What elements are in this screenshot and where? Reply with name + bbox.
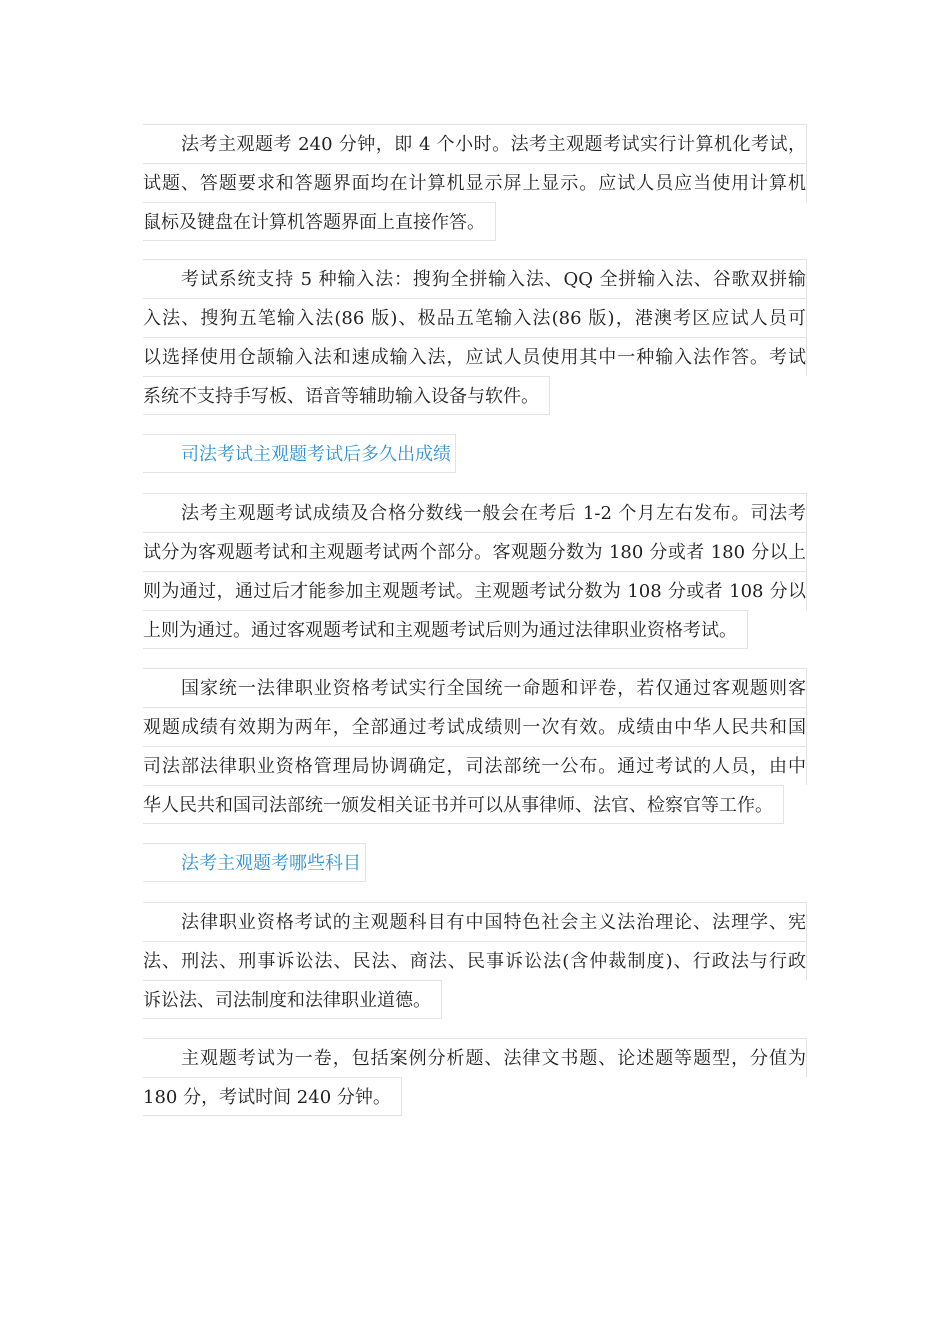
paragraph-line: 观题成绩有效期为两年，全部通过考试成绩则一次有效。成绩由中华人民共和国 [143,707,807,746]
paragraph-line: 试分为客观题考试和主观题考试两个部分。客观题分数为 180 分或者 180 分以上 [143,532,807,571]
heading-line: 司法考试主观题考试后多久出成绩 [143,434,456,473]
paragraph-line: 试题、答题要求和答题界面均在计算机显示屏上显示。应试人员应当使用计算机 [143,163,807,202]
heading-line: 法考主观题考哪些科目 [143,843,366,882]
paragraph-line: 180 分，考试时间 240 分钟。 [143,1077,402,1116]
paragraph-line: 上则为通过。通过客观题考试和主观题考试后则为通过法律职业资格考试。 [143,610,748,649]
section-heading-results-timing [143,434,807,473]
paragraph-line: 法律职业资格考试的主观题科目有中国特色社会主义法治理论、法理学、宪 [143,902,807,941]
paragraph-line: 法考主观题考试成绩及合格分数线一般会在考后 1-2 个月左右发布。司法考 [143,493,807,532]
paragraph-line: 以选择使用仓颉输入法和速成输入法，应试人员使用其中一种输入法作答。考试 [143,337,807,376]
paragraph-line: 法、刑法、刑事诉讼法、民法、商法、民事诉讼法(含仲裁制度)、行政法与行政 [143,941,807,980]
paragraph-results-release [143,493,807,649]
paragraph-line: 诉讼法、司法制度和法律职业道德。 [143,980,442,1019]
paragraph-line: 系统不支持手写板、语音等辅助输入设备与软件。 [143,376,550,415]
paragraph-line: 入法、搜狗五笔输入法(86 版)、极品五笔输入法(86 版)，港澳考区应试人员可 [143,298,807,337]
paragraph-line: 法考主观题考 240 分钟，即 4 个小时。法考主观题考试实行计算机化考试， [143,124,807,163]
paragraph-subject-list [143,902,807,1019]
paragraph-line: 司法部法律职业资格管理局协调确定，司法部统一公布。通过考试的人员，由中 [143,746,807,785]
paragraph-exam-duration [143,124,807,241]
paragraph-line: 国家统一法律职业资格考试实行全国统一命题和评卷，若仅通过客观题则客 [143,668,807,707]
paragraph-line: 鼠标及键盘在计算机答题界面上直接作答。 [143,202,496,241]
section-heading-subjects [143,843,807,882]
paragraph-line: 华人民共和国司法部统一颁发相关证书并可以从事律师、法官、检察官等工作。 [143,785,784,824]
paragraph-exam-format [143,1038,807,1116]
paragraph-input-methods [143,259,807,415]
paragraph-line: 则为通过，通过后才能参加主观题考试。主观题考试分数为 108 分或者 108 分以 [143,571,807,610]
paragraph-line: 主观题考试为一卷，包括案例分析题、法律文书题、论述题等题型，分值为 [143,1038,807,1077]
paragraph-national-exam [143,668,807,824]
paragraph-line: 考试系统支持 5 种输入法：搜狗全拼输入法、QQ 全拼输入法、谷歌双拼输 [143,259,807,298]
